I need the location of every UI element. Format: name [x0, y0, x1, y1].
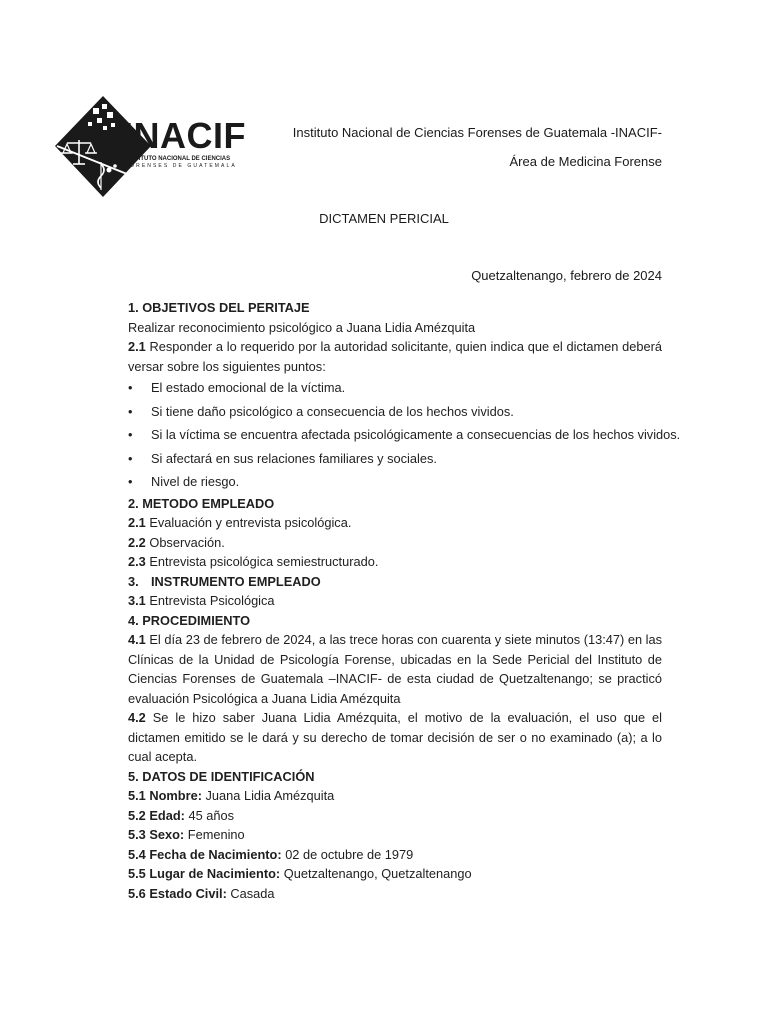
header-institution: Instituto Nacional de Ciencias Forenses de Guatemala -INACIF-	[292, 125, 662, 140]
field-value: Juana Lidia Amézquita	[205, 788, 335, 803]
bullet-text: Si afectará en sus relaciones familiares y sociales.	[151, 450, 437, 466]
bullet-item	[128, 423, 681, 447]
procedimiento-paragraph-1	[128, 630, 662, 708]
document-title: DICTAMEN PERICIAL	[319, 211, 449, 226]
item-number: 2.1	[128, 339, 146, 354]
section-heading-procedimiento: 4. PROCEDIMIENTO	[128, 612, 251, 628]
item-number: 4.2	[128, 710, 146, 725]
bullet-item	[128, 447, 662, 471]
item-text: Evaluación y entrevista psicológica.	[149, 515, 352, 530]
bullet-marker: •	[128, 380, 133, 395]
identificacion-field	[128, 845, 662, 865]
field-value: Casada	[230, 885, 275, 901]
item-text: Entrevista psicológica semiestructurado.	[149, 554, 379, 569]
metodo-item	[128, 513, 662, 533]
field-label: 5.4 Fecha de Nacimiento:	[128, 846, 282, 862]
bullet-text: El estado emocional de la víctima.	[151, 380, 346, 395]
metodo-item	[128, 552, 662, 572]
field-label: 5.3 Sexo:	[128, 827, 185, 842]
bullet-marker: •	[128, 427, 133, 442]
logo-wordmark: INACIF	[123, 115, 246, 156]
objetivos-intro: Realizar reconocimiento psicológico a Juana Lidia Amézquita	[128, 319, 476, 335]
paragraph-text: El día 23 de febrero de 2024, a las trece horas con cuarenta y siete minutos (13:47) en las Clínicas de la Unidad de Psicología Forense, ubicadas en la Sede Pericial del Instituto de Ciencias Forenses de Guatemala –INACIF- de esta ciudad de Quetzaltenango; se practicó evaluación Psicológica a Juana Lidia Amézquita	[128, 632, 663, 706]
bullet-text: Nivel de riesgo.	[151, 474, 240, 489]
header-area: Área de Medicina Forense	[509, 154, 662, 169]
section-heading-instrumento	[128, 572, 662, 592]
item-number: 2.3	[128, 554, 146, 569]
bullet-text: Si la víctima se encuentra afectada psicológicamente a consecuencias de los hechos vividos.	[151, 427, 681, 442]
item-number: 2.2	[128, 534, 146, 550]
field-value: 02 de octubre de 1979	[285, 846, 414, 862]
field-value: Quetzaltenango, Quetzaltenango	[283, 866, 472, 881]
bullet-item	[128, 470, 662, 494]
field-label: 5.6 Estado Civil:	[128, 885, 227, 901]
bullet-marker: •	[128, 403, 133, 419]
logo-subtitle-line1: INSTITUTO NACIONAL DE CIENCIAS	[125, 156, 231, 162]
item-text: Entrevista Psicológica	[149, 593, 275, 608]
procedimiento-paragraph-2	[128, 708, 662, 767]
objetivos-item	[128, 337, 662, 376]
instrumento-item	[128, 591, 662, 611]
identificacion-field	[128, 884, 662, 904]
inacif-logo	[55, 96, 246, 198]
field-value: 45 años	[188, 807, 235, 823]
paragraph-text: Se le hizo saber Juana Lidia Amézquita, el motivo de la evaluación, el uso que el dictamen emitido se le dará y su derecho de tomar decisión de ser o no examinado (a); a lo cual acepta.	[128, 710, 662, 764]
field-value: Femenino	[187, 827, 245, 842]
identificacion-field	[128, 825, 662, 845]
identificacion-field	[128, 864, 662, 884]
item-number: 2.1	[128, 515, 146, 530]
identificacion-field	[128, 806, 662, 826]
bullet-text: Si tiene daño psicológico a consecuencia de los hechos vividos.	[151, 403, 514, 419]
item-text: Observación.	[149, 534, 225, 550]
identificacion-field	[128, 786, 662, 806]
bullet-item	[128, 376, 662, 400]
metodo-item	[128, 533, 662, 553]
item-number: 3.1	[128, 593, 146, 608]
section-heading-objetivos: 1. OBJETIVOS DEL PERITAJE	[128, 300, 310, 315]
bullet-marker: •	[128, 474, 133, 489]
heading-text: INSTRUMENTO EMPLEADO	[151, 573, 321, 589]
heading-number: 3.	[128, 573, 139, 589]
objetivos-bullet-list	[128, 376, 681, 494]
place-date: Quetzaltenango, febrero de 2024	[471, 268, 662, 283]
field-label: 5.2 Edad:	[128, 807, 185, 823]
section-heading-metodo: 2. METODO EMPLEADO	[128, 495, 275, 511]
item-text: Responder a lo requerido por la autoridad solicitante, quien indica que el dictamen deberá versar sobre los siguientes puntos:	[128, 339, 663, 374]
bullet-item	[128, 400, 662, 424]
bullet-marker: •	[128, 450, 133, 466]
logo-subtitle-line2: FORENSES DE GUATEMALA	[125, 163, 237, 169]
field-label: 5.1 Nombre:	[128, 788, 202, 803]
field-label: 5.5 Lugar de Nacimiento:	[128, 866, 281, 881]
item-number: 4.1	[128, 632, 146, 647]
section-heading-identificacion: 5. DATOS DE IDENTIFICACIÓN	[128, 768, 315, 784]
document-body	[128, 298, 681, 903]
